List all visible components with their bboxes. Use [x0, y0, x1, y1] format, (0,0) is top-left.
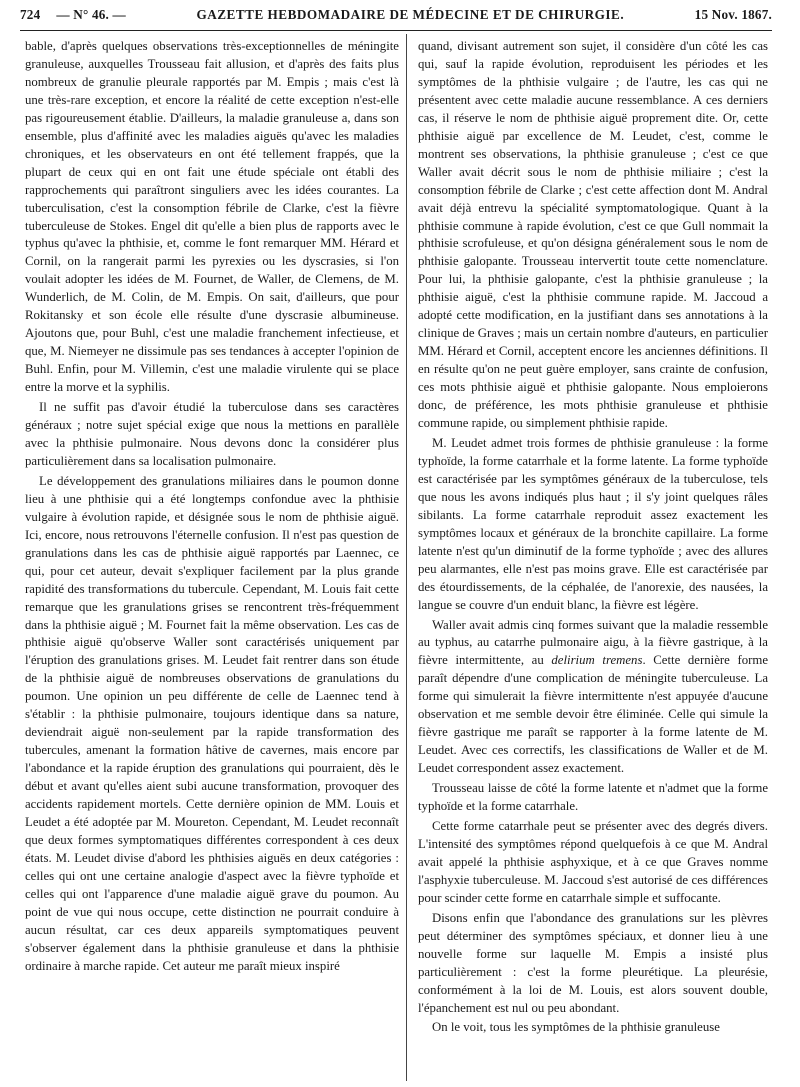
header-rule — [20, 30, 772, 31]
journal-title: GAZETTE HEBDOMADAIRE DE MÉDECINE ET DE CHIRURGIE. — [196, 7, 625, 22]
paragraph: Disons enfin que l'abondance des granulations sur les plèvres peut déterminer des symptômes spéciaux, et donner lieu à une nouvelle forme sur laquelle M. Empis a insisté plus particulièrement : c'est la forme pleurétique. La pleurésie, conformément à la loi de M. Louis, est alors souvent double, l'épanchement est nul ou peu abondant. — [418, 910, 768, 1015]
running-header — [20, 4, 772, 26]
issue-number: — N° 46. — — [56, 7, 126, 22]
issue-date: 15 Nov. 1867. — [694, 7, 772, 22]
column-divider — [406, 34, 407, 1081]
paragraph: M. Leudet admet trois formes de phthisie granuleuse : la forme typhoïde, la forme catarrhale et la forme latente. La forme typhoïde est caractérisée par les symptômes généraux de la tuberculose, tels que nous les avons indiqués plus haut ; il s'y joint quelques râles sibilants. La forme catarrhale reproduit assez exactement les symptômes locaux et généraux de la bronchite capillaire. La forme latente n'est qu'un diminutif de la forme typhoïde ; avec des allures peu alarmantes, elle n'est pas moins grave. Elle est caractérisée par des étourdissements, de la céphalée, de l'anorexie, des nausées, la langue se couvre d'un enduit blanc, la fièvre est légère. — [418, 435, 768, 612]
italic-term: delirium tremens — [551, 653, 643, 668]
paragraph: Le développement des granulations miliaires dans le poumon donne lieu à une phthisie qui a été longtemps confondue avec la phthisie vulgaire à évolution rapide, et désignée sous le nom de phthisie aiguë. Ici, encore, nous retrouvons l'éternelle confusion. Il n'est pas question de granulations dans les cas de phthisie aiguë rapportés par Laennec, ce qui, pour cet auteur, devait s'expliquer facilement par la plus grande rapidité des transformations du tubercule. Cependant, M. Louis fait cette remarque que les granulations grises se rencontrent très-fréquemment dans la phthisie aiguë ; M. Fournet fait la même observation. Les cas de phthisie aiguë qu'observe Waller sont caractérisés uniquement par l'éruption des granulations grises. M. Leudet fait rentrer dans son étude de la phthisie aiguë de nombreuses observations de granulations du poumon. Une opinion un peu différente de celle de Laennec tend à s'établir : la phthisie pulmonaire, toujours identique dans sa nature, deviendrait aiguë non-seulement par la rapide transformation des tubercules, amenant la formation hâtive de cavernes, mais encore par l'abondance et la rapide éruption des granulations qui pourraient, dès le début et avant qu'elles aient subi aucune transformation, provoquer des accidents rapidement mortels. Cette dernière opinion de MM. Louis et Leudet a été adoptée par M. Moureton. Cependant, M. Leudet reconnaît que deux formes symptomatiques différentes correspondent à ces deux états. M. Leudet divise d'abord les phthisies aiguës en deux catégories : celles qui ont une certaine analogie d'aspect avec la fièvre typhoïde et celles qui ont l'apparence d'une maladie aiguë grave du poumon. Au point de vue qui nous occupe, cette distinction ne pourrait conduire à aucun résultat, car ces deux appareils symptomatiques peuvent s'observer également dans la phthisie granuleuse et dans la phthisie ordinaire à marche rapide. Cet auteur me paraît mieux inspiré — [25, 473, 399, 973]
text-run: Waller avait admis cinq formes suivant que la maladie ressemble au typhus, au catarrhe pulmonaire aigu, à la fièvre gastrique, à la fièvre intermittente, au — [418, 617, 768, 668]
left-column — [25, 38, 399, 978]
paragraph: quand, divisant autrement son sujet, il considère d'un côté les cas qui, sauf la rapide évolution, reproduisent les périodes et les symptômes de la phthisie vulgaire ; de l'autre, les cas qui ne présentent avec cette maladie aucune ressemblance. A ces derniers cas, il réserve le nom de phthisie aiguë proprement dite. Or, cette phthisie aiguë par excellence de M. Leudet, c'est, comme le montrent ses observations, la phthisie granuleuse ; c'est ce que Waller avait décrit sous le nom de phthisie miliaire ; c'est la consomption fébrile de Clarke ; c'est cette affection dont M. Andral avait déjà entrevu la spécialité symptomatologique. Quant à la phthisie commune à rapide évolution, c'est ce que Gull nommait la phthisie scrofuleuse, et qu'on désigna généralement sous le nom de phthisie galopante. Trousseau intervertit toute cette nomenclature. Pour lui, la phthisie galopante, c'est la phthisie granuleuse ; la phthisie aiguë, c'est la phthisie commune rapide. M. Jaccoud a adopté cette modification, en la justifiant dans ses annotations à la clinique de Graves ; mais un certain nombre d'auteurs, en particulier MM. Hérard et Cornil, acceptent encore les anciennes définitions. Il en résulte qu'on ne peut guère employer, sans crainte de confusion, ces mots phthisie aiguë et phthisie galopante. Nous emploierons donc, de préférence, les mots phthisie granuleuse et phthisie commune rapide, ou simplement phthisie rapide. — [418, 39, 768, 431]
paragraph: bable, d'après quelques observations très-exceptionnelles de méningite granuleuse, auxquelles Trousseau fait allusion, et d'après des faits plus nombreux de granulie pleurale rapportés par M. Empis ; mais c'est là une très-rare exception, et encore la réalité de cette exception n'est-elle pas rigoureusement établie. D'ailleurs, la maladie granuleuse a, dans son ensemble, plus d'affinité avec les maladies aiguës qu'avec les maladies chroniques, et les observateurs en ont été tellement frappés, que la plupart de ceux qui en ont fait une étude spéciale ont établi des rapprochements qui paraîtront singuliers avec les idées courantes. La tuberculisation, c'est la consomption fébrile de Clarke, c'est la fièvre tuberculeuse de Stokes. Engel dit qu'elle a bien plus de rapports avec le typhus qu'avec la phthisie, et, comme le font remarquer MM. Hérard et Cornil, on la rangerait parmi les pyrexies ou les dyscrasies, si l'on voulait adopter les idées de M. Fournet, de Waller, de Clemens, de M. Wunderlich, de M. Colin, de M. Empis. On sait, d'ailleurs, que pour Rokitansky et son école elle résulte d'une dyscrasie albumineuse. Ajoutons que, pour Buhl, c'est une maladie franchement infectieuse, et que, M. Niemeyer ne dissimule pas ses tendances à accepter l'opinion de Buhl. Enfin, pour M. Villemin, c'est une maladie virulente qui se place entre la morve et la syphilis. — [25, 39, 399, 395]
text-run: . Cette dernière forme paraît dépendre d'une complication de méningite tuberculeuse. La forme qui simulerait la fièvre intermittente n'est appuyée d'aucune observation et me semble devoir être éliminée. Celle qui simule la fièvre gastrique me paraît se rapporter à la forme latente de M. Leudet. Avec ces correctifs, les classifications de Waller et de M. Leudet correspondent assez exactement. — [418, 653, 768, 776]
paragraph — [418, 617, 768, 779]
right-column — [418, 38, 768, 1039]
header-left — [20, 7, 126, 23]
paragraph: On le voit, tous les symptômes de la phthisie granuleuse — [432, 1020, 720, 1035]
paragraph: Cette forme catarrhale peut se présenter avec des degrés divers. L'intensité des symptômes répond quelquefois à ce que M. Andral avait appelé la phthisie asphyxique, et à ce que Graves nomme l'asphyxie tuberculeuse. M. Jaccoud s'est autorisé de ces différences pour scinder cette forme en catarrhale simple et suffocante. — [418, 818, 768, 905]
paragraph: Trousseau laisse de côté la forme latente et n'admet que la forme typhoïde et la forme catarrhale. — [418, 781, 768, 814]
page-number: 724 — [20, 7, 41, 22]
paragraph: Il ne suffit pas d'avoir étudié la tuberculose dans ses caractères généraux ; notre sujet spécial exige que nous la mettions en parallèle avec la phthisie pulmonaire. Nous devons donc la considérer plus particulièrement dans sa localisation pulmonaire. — [25, 400, 399, 468]
